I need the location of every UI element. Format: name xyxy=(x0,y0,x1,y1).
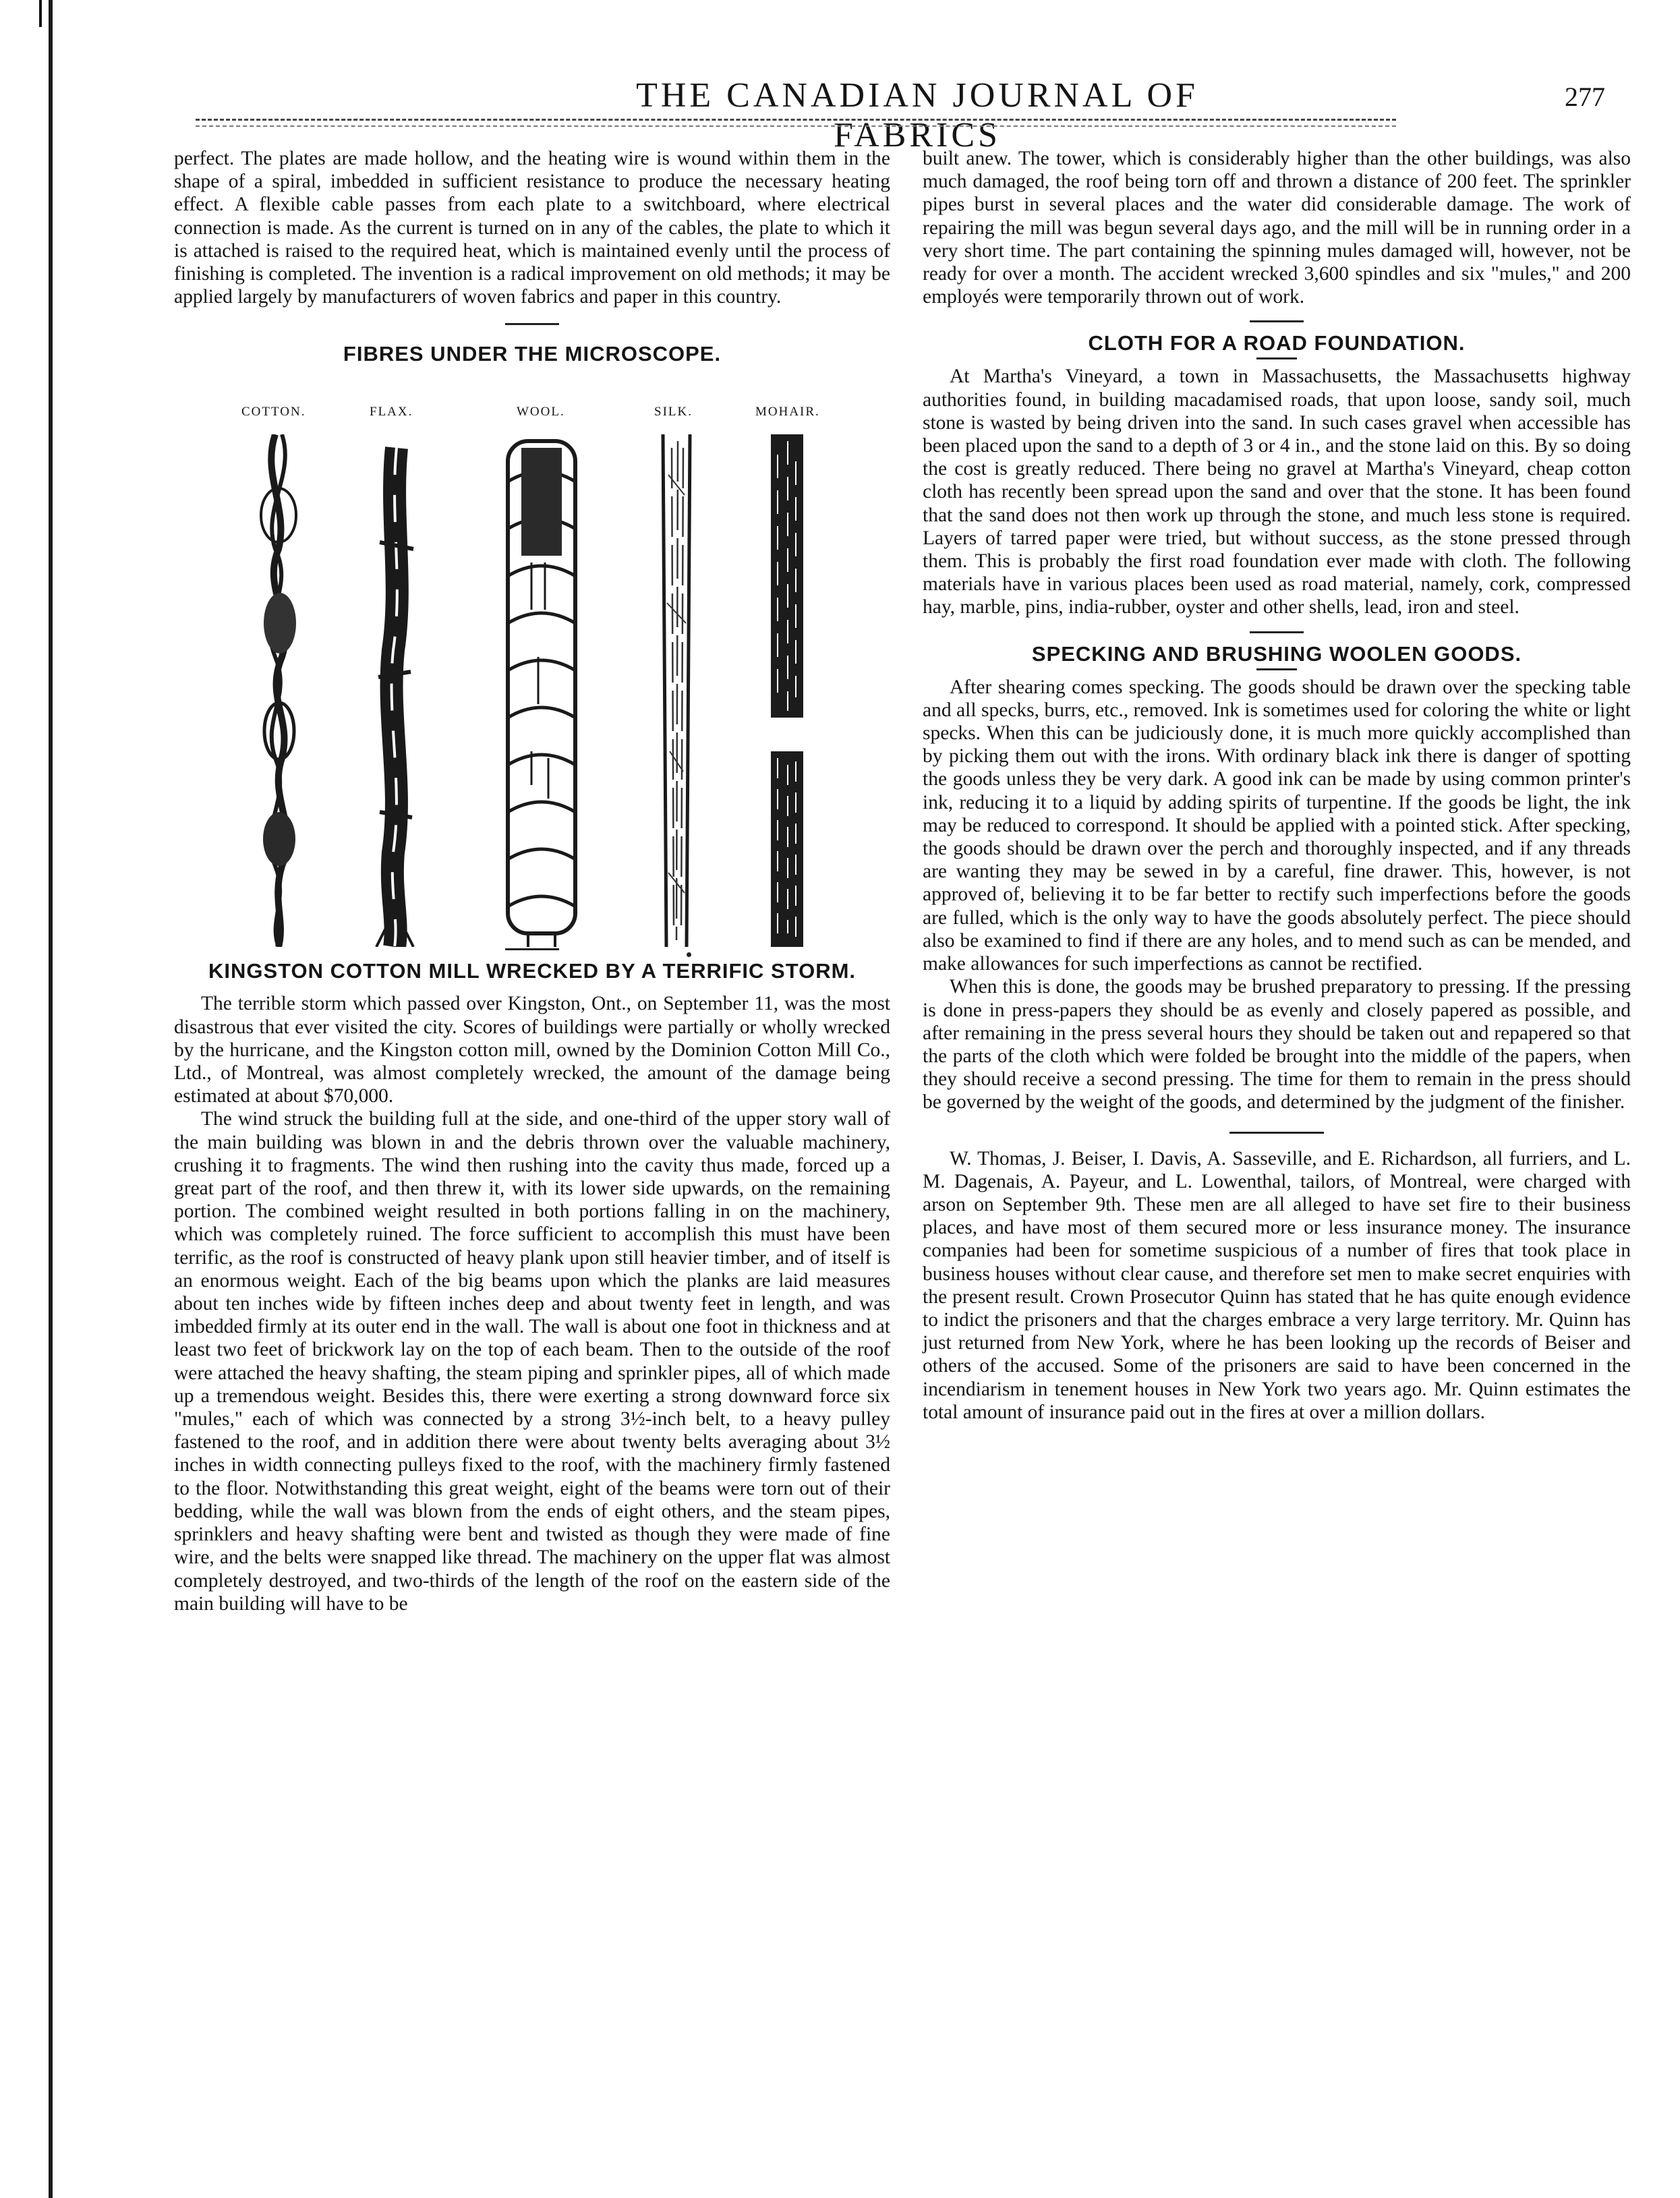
arson-paragraph: W. Thomas, J. Beiser, I. Davis, A. Sasseville, and E. Richardson, all furriers, and L. M. Dagenais, A. Payeur, and L. Lowenthal, tailors, of Montreal, were charged with arson on September 9th. These men are all alleged to have set fire to their business places, and have most of them secured more or less insurance money. The insurance companies had been for sometime suspicious of a number of fires that took place in business houses without clear cause, and therefore set men to make secret enquiries with the present result. Crown Prosecutor Quinn has stated that he has quite enough evidence to indict the prisoners and that the charges embrace a very large territory. Mr. Quinn has just returned from New York, where he has been looking up the records of Beiser and others of the accused. Some of the prisoners are said to have been concerned in the incendiarism in tenement houses in New York two years ago. Mr. Quinn estimates the total amount of insurance paid out in the fires at over a million dollars. xyxy=(923,1147,1631,1423)
specking-paragraph-2: When this is done, the goods may be brushed preparatory to pressing. If the pressing is done in press-papers they should be as evenly and closely papered as possible, and after remaining in the press several hours they should be taken out and repapered so that the parts of the cloth which were folded be brought into the middle of the papers, when they should receive a second pressing. The time for them to remain in the press should be governed by the weight of the goods, and determined by the judgment of the finisher. xyxy=(923,976,1631,1114)
section-divider xyxy=(1250,631,1304,633)
page-header xyxy=(175,71,1632,154)
label-flax: FLAX. xyxy=(370,405,413,420)
figure-title: FIBRES UNDER THE MICROSCOPE. xyxy=(343,342,722,366)
mohair-fibre-drawing xyxy=(761,434,815,947)
kingston-paragraph-2: The wind struck the building full at the side, and one-third of the upper story wall of the main building was blown in and the debris thrown over the valuable machinery, crushing it to fragments. The wind then rushing into the cavity thus made, forced up a great part of the roof, and then threw it, with its lower side upwards, on the remaining portion. The combined weight resulted in both portions falling in on the machinery, which was completely ruined. The force sufficient to accomplish this must have been terrific, as the roof is constructed of heavy plank upon still heavier timber, and of itself is an enormous weight. Each of the big beams upon which the planks are laid measures about ten inches wide by fifteen inches deep and about twenty feet in length, and was imbedded firmly at its outer end in the wall. The wall is about one foot in thickness and at least two feet of brickwork lay on the top of each beam. Then to the outside of the roof were attached the heavy shafting, the steam piping and sprinkler pipes, all of which made up a tremendous weight. Besides this, there were exerting a strong downward force six "mules," each of which was connected by a strong 3½-inch belt, to a heavy pulley fastened to the roof, and in addition there were about twenty belts averaging about 3½ inches in width connecting pulleys fixed to the roof, with the machinery firmly fastened to the floor. Notwithstanding this great weight, eight of the beams were torn out of their bedding, while the wall was blown from the ends of eight others, and the steam pipes, sprinklers and heavy shafting were bent and twisted as though they were made of fine wire, and the belts were snapped like thread. The machinery on the upper flat was almost completely destroyed, and two-thirds of the length of the roof on the eastern side of the main building will have to be xyxy=(174,1108,890,1615)
section-divider xyxy=(1229,1132,1324,1134)
section-divider xyxy=(505,323,559,325)
section-divider xyxy=(1250,320,1304,322)
fibres-figure xyxy=(174,380,890,942)
kingston-article-title: KINGSTON COTTON MILL WRECKED BY A TERRIFIC STORM. xyxy=(208,959,857,983)
label-mohair: MOHAIR. xyxy=(755,405,820,420)
kingston-continuation: built anew. The tower, which is considerably higher than the other buildings, was also much damaged, the roof being torn off and thrown a distance of 200 feet. The sprinkler pipes burst in several places and the water did considerable damage. The work of repairing the mill was begun several days ago, and the mill will be in running order in a very short time. The part containing the spinning mules damaged will, however, not be ready for over a month. The accident wrecked 3,600 spindles and six "mules," and 200 employés were temporarily thrown out of work. xyxy=(923,148,1631,308)
binding-mark xyxy=(39,0,42,27)
specking-title: SPECKING AND BRUSHING WOOLEN GOODS. xyxy=(1031,641,1522,666)
header-rule-secondary xyxy=(196,125,1396,127)
intro-paragraph: perfect. The plates are made hollow, and the heating wire is wound within them in the shape of a spiral, imbedded in sufficient resistance to produce the necessary heating effect. A flexible cable passes from each plate to a switchboard, where electrical connection is made. As the current is turned on in any of the cables, the plate to which it is attached is raised to the required heat, which is maintained evenly until the process of finishing is completed. The invention is a radical improvement on old methods; it may be applied largely by manufacturers of woven fabrics and paper in this country. xyxy=(174,148,890,308)
cotton-fibre-drawing xyxy=(241,434,316,947)
page-number: 277 xyxy=(1565,82,1605,112)
title-underrule xyxy=(1256,357,1297,359)
section-divider xyxy=(505,948,559,950)
right-column xyxy=(923,147,1631,1424)
label-wool: WOOL. xyxy=(517,405,565,420)
wool-fibre-drawing xyxy=(491,434,592,947)
specking-paragraph-1: After shearing comes specking. The goods should be drawn over the specking table and all specks, burrs, etc., removed. Ink is sometimes used for coloring the white or light specks. When this can be judiciously done, it is much more quickly accomplished than by picking them out with the irons. With ordinary black ink there is danger of spotting the goods unless they be very dark. A good ink can be made by using common printer's ink, reducing it to a liquid by adding spirits of turpentine. If the goods be light, the ink may be reduced to correspond. It should be applied with a pointed stick. After specking, the goods should be drawn over the perch and thoroughly inspected, and if any threads are wanting they may be sewed in by a careful, fine drawer. This, however, is not approved of, believing it to be far better to rectify such imperfections before the goods are fulled, which is the only way to have the goods absolutely perfect. The piece should also be examined to find if there are any holes, and to mend such as can be mended, and make allowances for such imperfections as cannot be rectified. xyxy=(923,676,1631,975)
binding-edge xyxy=(49,0,53,2198)
title-underrule xyxy=(1256,668,1297,670)
stray-mark xyxy=(687,952,691,957)
silk-fibre-drawing xyxy=(649,434,703,947)
cloth-road-paragraph: At Martha's Vineyard, a town in Massachusetts, the Massachusetts highway authorities found, in building macadamised roads, that upon loose, sandy soil, much stone is wasted by being driven into the sand. In such cases gravel when accessible has been placed upon the sand to a depth of 3 or 4 in., and the stone laid on this. By so doing the cost is greatly reduced. There being no gravel at Martha's Vineyard, cheap cotton cloth has recently been spread upon the sand and over that the stone. It has been found that the sand does not then work up through the stone, and much less stone is required. Layers of tarred paper were tried, but without success, as the stone pressed through them. This is probably the first road foundation ever made with cloth. The following materials have in various places been used as road material, namely, cork, compressed hay, marble, pins, india-rubber, oyster and other shells, lead, iron and steel. xyxy=(923,366,1631,618)
kingston-paragraph-1: The terrible storm which passed over Kingston, Ont., on September 11, was the most disastrous that ever visited the city. Scores of buildings were partially or wholly wrecked by the hurricane, and the Kingston cotton mill, owned by the Dominion Cotton Mill Co., Ltd., of Montreal, was almost completely wrecked, the amount of the damage being estimated at about $70,000. xyxy=(174,993,890,1107)
running-title: THE CANADIAN JOURNAL OF FABRICS xyxy=(636,76,1198,154)
left-column xyxy=(174,147,890,1615)
label-cotton: COTTON. xyxy=(241,405,306,420)
flax-fibre-drawing xyxy=(366,434,427,947)
header-rule xyxy=(196,119,1396,121)
cloth-road-title: CLOTH FOR A ROAD FOUNDATION. xyxy=(1088,331,1466,355)
label-silk: SILK. xyxy=(654,405,693,420)
